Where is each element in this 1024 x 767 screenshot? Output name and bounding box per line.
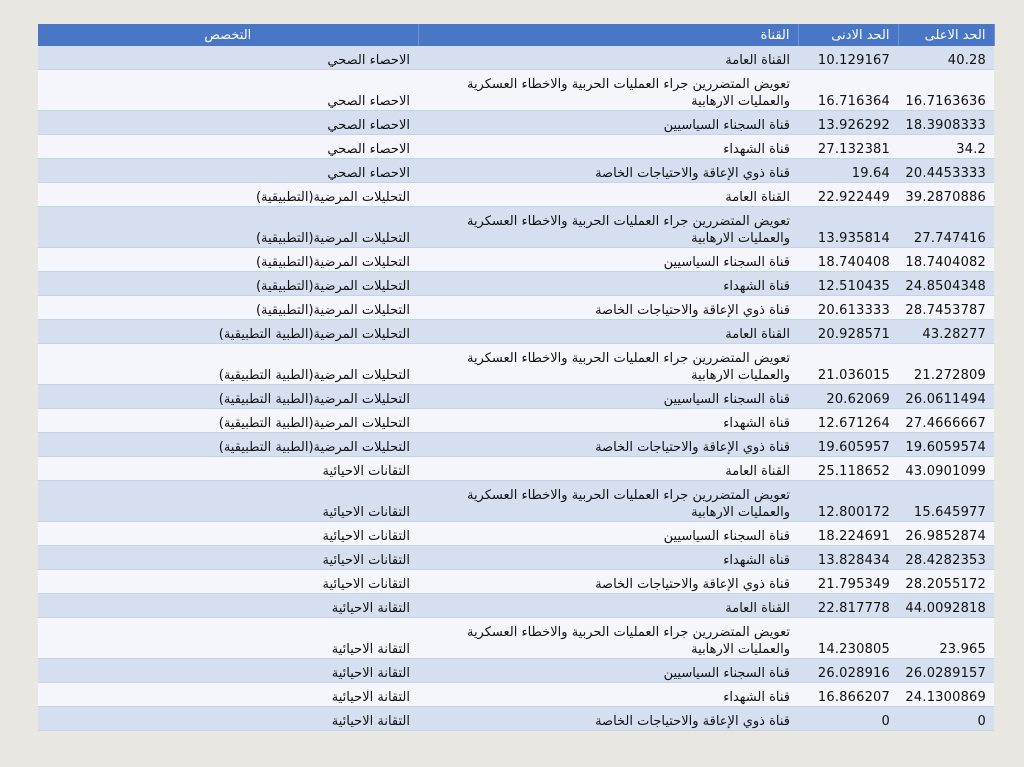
cell-channel: القناة العامة <box>418 183 798 207</box>
table-row <box>38 385 994 409</box>
cell-max: 28.7453787 <box>898 296 994 320</box>
scores-table <box>38 24 995 731</box>
cell-max: 27.747416 <box>898 207 994 248</box>
cell-specialty: الاحصاء الصحي <box>38 159 418 183</box>
cell-channel: قناة ذوي الإعاقة والاحتياجات الخاصة <box>418 433 798 457</box>
cell-max: 43.28277 <box>898 320 994 344</box>
table-row <box>38 570 994 594</box>
cell-specialty: الاحصاء الصحي <box>38 135 418 159</box>
table-row <box>38 159 994 183</box>
cell-channel: تعويض المتضررين جراء العمليات الحربية والاخطاء العسكرية والعمليات الارهابية <box>418 70 798 111</box>
cell-specialty: التقانات الاحيائية <box>38 570 418 594</box>
cell-specialty: الاحصاء الصحي <box>38 46 418 70</box>
cell-specialty: الاحصاء الصحي <box>38 111 418 135</box>
header-specialty: التخصص <box>38 24 418 46</box>
table-row <box>38 618 994 659</box>
cell-max: 23.965 <box>898 618 994 659</box>
table-row <box>38 46 994 70</box>
cell-min: 21.036015 <box>798 344 898 385</box>
cell-min: 25.118652 <box>798 457 898 481</box>
cell-specialty: التقانة الاحيائية <box>38 659 418 683</box>
table-row <box>38 594 994 618</box>
cell-channel: قناة الشهداء <box>418 272 798 296</box>
cell-channel: قناة السجناء السياسيين <box>418 522 798 546</box>
cell-max: 19.6059574 <box>898 433 994 457</box>
cell-specialty: التحليلات المرضية(التطبيقية) <box>38 207 418 248</box>
cell-min: 21.795349 <box>798 570 898 594</box>
cell-channel: قناة السجناء السياسيين <box>418 248 798 272</box>
cell-min: 19.605957 <box>798 433 898 457</box>
cell-specialty: التقانة الاحيائية <box>38 707 418 731</box>
cell-specialty: التقانة الاحيائية <box>38 683 418 707</box>
cell-channel: القناة العامة <box>418 320 798 344</box>
cell-max: 15.645977 <box>898 481 994 522</box>
cell-specialty: الاحصاء الصحي <box>38 70 418 111</box>
table-row <box>38 207 994 248</box>
cell-max: 27.4666667 <box>898 409 994 433</box>
cell-min: 18.224691 <box>798 522 898 546</box>
table-row <box>38 546 994 570</box>
cell-specialty: التحليلات المرضية(التطبيقية) <box>38 248 418 272</box>
table-row <box>38 344 994 385</box>
cell-max: 16.7163636 <box>898 70 994 111</box>
cell-min: 0 <box>798 707 898 731</box>
cell-min: 26.028916 <box>798 659 898 683</box>
cell-channel: قناة الشهداء <box>418 135 798 159</box>
cell-max: 24.8504348 <box>898 272 994 296</box>
cell-specialty: التحليلات المرضية(الطبية التطبيقية) <box>38 385 418 409</box>
cell-max: 0 <box>898 707 994 731</box>
cell-max: 39.2870886 <box>898 183 994 207</box>
cell-max: 18.7404082 <box>898 248 994 272</box>
cell-channel: قناة الشهداء <box>418 409 798 433</box>
cell-min: 19.64 <box>798 159 898 183</box>
cell-specialty: التقانات الاحيائية <box>38 481 418 522</box>
cell-channel: قناة ذوي الإعاقة والاحتياجات الخاصة <box>418 159 798 183</box>
table-row <box>38 296 994 320</box>
cell-max: 28.2055172 <box>898 570 994 594</box>
cell-min: 18.740408 <box>798 248 898 272</box>
cell-specialty: التقانات الاحيائية <box>38 546 418 570</box>
cell-specialty: التحليلات المرضية(الطبية التطبيقية) <box>38 409 418 433</box>
cell-min: 20.928571 <box>798 320 898 344</box>
cell-specialty: التحليلات المرضية(التطبيقية) <box>38 183 418 207</box>
table-row <box>38 272 994 296</box>
cell-max: 26.0289157 <box>898 659 994 683</box>
cell-channel: قناة ذوي الإعاقة والاحتياجات الخاصة <box>418 707 798 731</box>
cell-channel: تعويض المتضررين جراء العمليات الحربية والاخطاء العسكرية والعمليات الارهابية <box>418 481 798 522</box>
cell-max: 26.9852874 <box>898 522 994 546</box>
cell-max: 18.3908333 <box>898 111 994 135</box>
cell-specialty: التحليلات المرضية(التطبيقية) <box>38 296 418 320</box>
cell-min: 13.926292 <box>798 111 898 135</box>
table-row <box>38 457 994 481</box>
cell-specialty: التحليلات المرضية(الطبية التطبيقية) <box>38 320 418 344</box>
cell-min: 22.817778 <box>798 594 898 618</box>
cell-max: 26.0611494 <box>898 385 994 409</box>
cell-channel: قناة ذوي الإعاقة والاحتياجات الخاصة <box>418 296 798 320</box>
cell-min: 20.613333 <box>798 296 898 320</box>
cell-min: 12.671264 <box>798 409 898 433</box>
cell-min: 12.510435 <box>798 272 898 296</box>
cell-channel: قناة السجناء السياسيين <box>418 659 798 683</box>
cell-min: 12.800172 <box>798 481 898 522</box>
cell-specialty: التقانات الاحيائية <box>38 457 418 481</box>
header-min: الحد الادنى <box>798 24 898 46</box>
cell-channel: قناة ذوي الإعاقة والاحتياجات الخاصة <box>418 570 798 594</box>
cell-specialty: التحليلات المرضية(الطبية التطبيقية) <box>38 344 418 385</box>
header-max: الحد الاعلى <box>898 24 994 46</box>
cell-max: 43.0901099 <box>898 457 994 481</box>
cell-min: 16.866207 <box>798 683 898 707</box>
cell-min: 22.922449 <box>798 183 898 207</box>
cell-specialty: التقانة الاحيائية <box>38 618 418 659</box>
cell-min: 27.132381 <box>798 135 898 159</box>
cell-channel: القناة العامة <box>418 457 798 481</box>
admission-scores-sheet <box>38 24 994 731</box>
cell-channel: قناة السجناء السياسيين <box>418 111 798 135</box>
table-row <box>38 707 994 731</box>
cell-max: 21.272809 <box>898 344 994 385</box>
table-row <box>38 481 994 522</box>
table-row <box>38 683 994 707</box>
table-row <box>38 320 994 344</box>
cell-min: 13.935814 <box>798 207 898 248</box>
cell-channel: القناة العامة <box>418 46 798 70</box>
table-row <box>38 183 994 207</box>
cell-specialty: التقانات الاحيائية <box>38 522 418 546</box>
table-row <box>38 111 994 135</box>
cell-specialty: التقانة الاحيائية <box>38 594 418 618</box>
cell-max: 40.28 <box>898 46 994 70</box>
header-channel: القناة <box>418 24 798 46</box>
cell-max: 28.4282353 <box>898 546 994 570</box>
table-row <box>38 248 994 272</box>
cell-channel: قناة الشهداء <box>418 683 798 707</box>
table-row <box>38 659 994 683</box>
cell-channel: تعويض المتضررين جراء العمليات الحربية والاخطاء العسكرية والعمليات الارهابية <box>418 207 798 248</box>
table-row <box>38 409 994 433</box>
cell-min: 14.230805 <box>798 618 898 659</box>
cell-max: 24.1300869 <box>898 683 994 707</box>
cell-min: 10.129167 <box>798 46 898 70</box>
table-row <box>38 522 994 546</box>
cell-max: 34.2 <box>898 135 994 159</box>
cell-channel: القناة العامة <box>418 594 798 618</box>
cell-min: 20.62069 <box>798 385 898 409</box>
cell-channel: قناة السجناء السياسيين <box>418 385 798 409</box>
cell-specialty: التحليلات المرضية(الطبية التطبيقية) <box>38 433 418 457</box>
table-row <box>38 70 994 111</box>
cell-max: 44.0092818 <box>898 594 994 618</box>
cell-channel: تعويض المتضررين جراء العمليات الحربية والاخطاء العسكرية والعمليات الارهابية <box>418 344 798 385</box>
cell-specialty: التحليلات المرضية(التطبيقية) <box>38 272 418 296</box>
cell-channel: تعويض المتضررين جراء العمليات الحربية والاخطاء العسكرية والعمليات الارهابية <box>418 618 798 659</box>
cell-min: 13.828434 <box>798 546 898 570</box>
table-header <box>38 24 994 46</box>
table-body <box>38 46 994 731</box>
header-row <box>38 24 994 46</box>
table-row <box>38 433 994 457</box>
table-row <box>38 135 994 159</box>
cell-max: 20.4453333 <box>898 159 994 183</box>
cell-min: 16.716364 <box>798 70 898 111</box>
cell-channel: قناة الشهداء <box>418 546 798 570</box>
